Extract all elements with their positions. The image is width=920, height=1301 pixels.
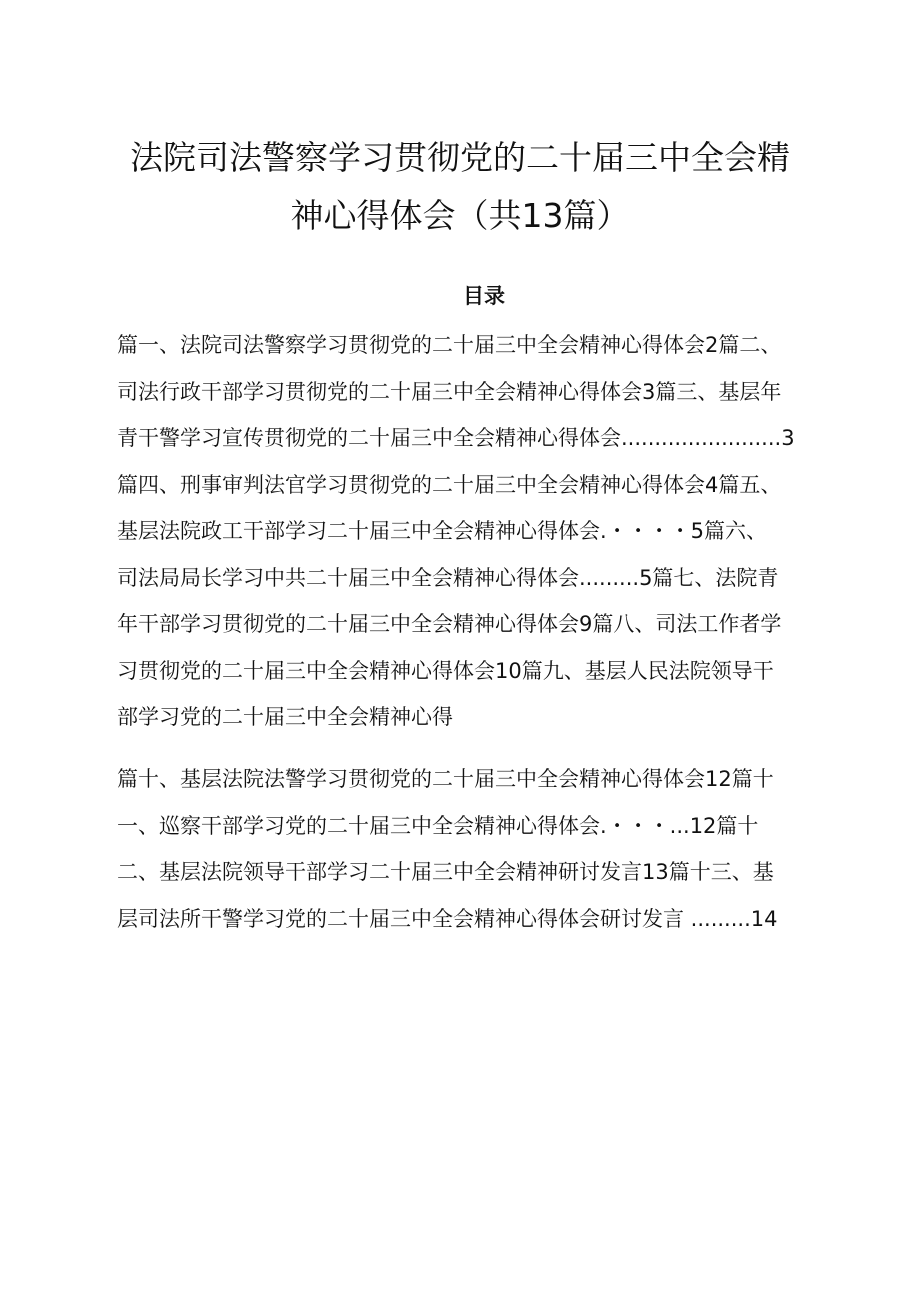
toc-line: 篇十、基层法院法警学习贯彻党的二十届三中全会精神心得体会12篇十	[117, 767, 774, 791]
toc-line: 习贯彻党的二十届三中全会精神心得体会10篇九、基层人民法院领导干	[117, 658, 774, 683]
toc-line: 司法局局长学习中共二十届三中全会精神心得体会.........5篇七、法院青	[117, 565, 779, 590]
toc-line: 一、巡察干部学习党的二十届三中全会精神心得体会.・・・...12篇十	[117, 813, 759, 838]
toc-line: 年干部学习贯彻党的二十届三中全会精神心得体会9篇八、司法工作者学	[117, 612, 782, 636]
document-title-line-1: 法院司法警察学习贯彻党的二十届三中全会精	[130, 138, 790, 177]
toc-line: 二、基层法院领导干部学习二十届三中全会精神研讨发言13篇十三、基	[117, 860, 774, 884]
toc-line: 青干警学习宣传贯彻党的二十届三中全会精神心得体会........................3	[117, 426, 795, 450]
toc-line: 层司法所干警学习党的二十届三中全会精神心得体会研讨发言 .........14	[117, 906, 778, 931]
toc-block-2	[117, 756, 857, 942]
toc-heading: 目录	[463, 284, 505, 308]
toc-line: 基层法院政工干部学习二十届三中全会精神心得体会.・・・・5篇六、	[117, 519, 768, 543]
toc-line: 篇四、刑事审判法官学习贯彻党的二十届三中全会精神心得体会4篇五、	[117, 472, 782, 497]
toc-line: 篇一、法院司法警察学习贯彻党的二十届三中全会精神心得体会2篇二、	[117, 333, 782, 357]
toc-block-1	[117, 322, 857, 741]
document-title-line-2: 神心得体会（共13篇）	[290, 196, 630, 235]
toc-line: 部学习党的二十届三中全会精神心得	[117, 705, 453, 729]
toc-line: 司法行政干部学习贯彻党的二十届三中全会精神心得体会3篇三、基层年	[117, 379, 782, 404]
